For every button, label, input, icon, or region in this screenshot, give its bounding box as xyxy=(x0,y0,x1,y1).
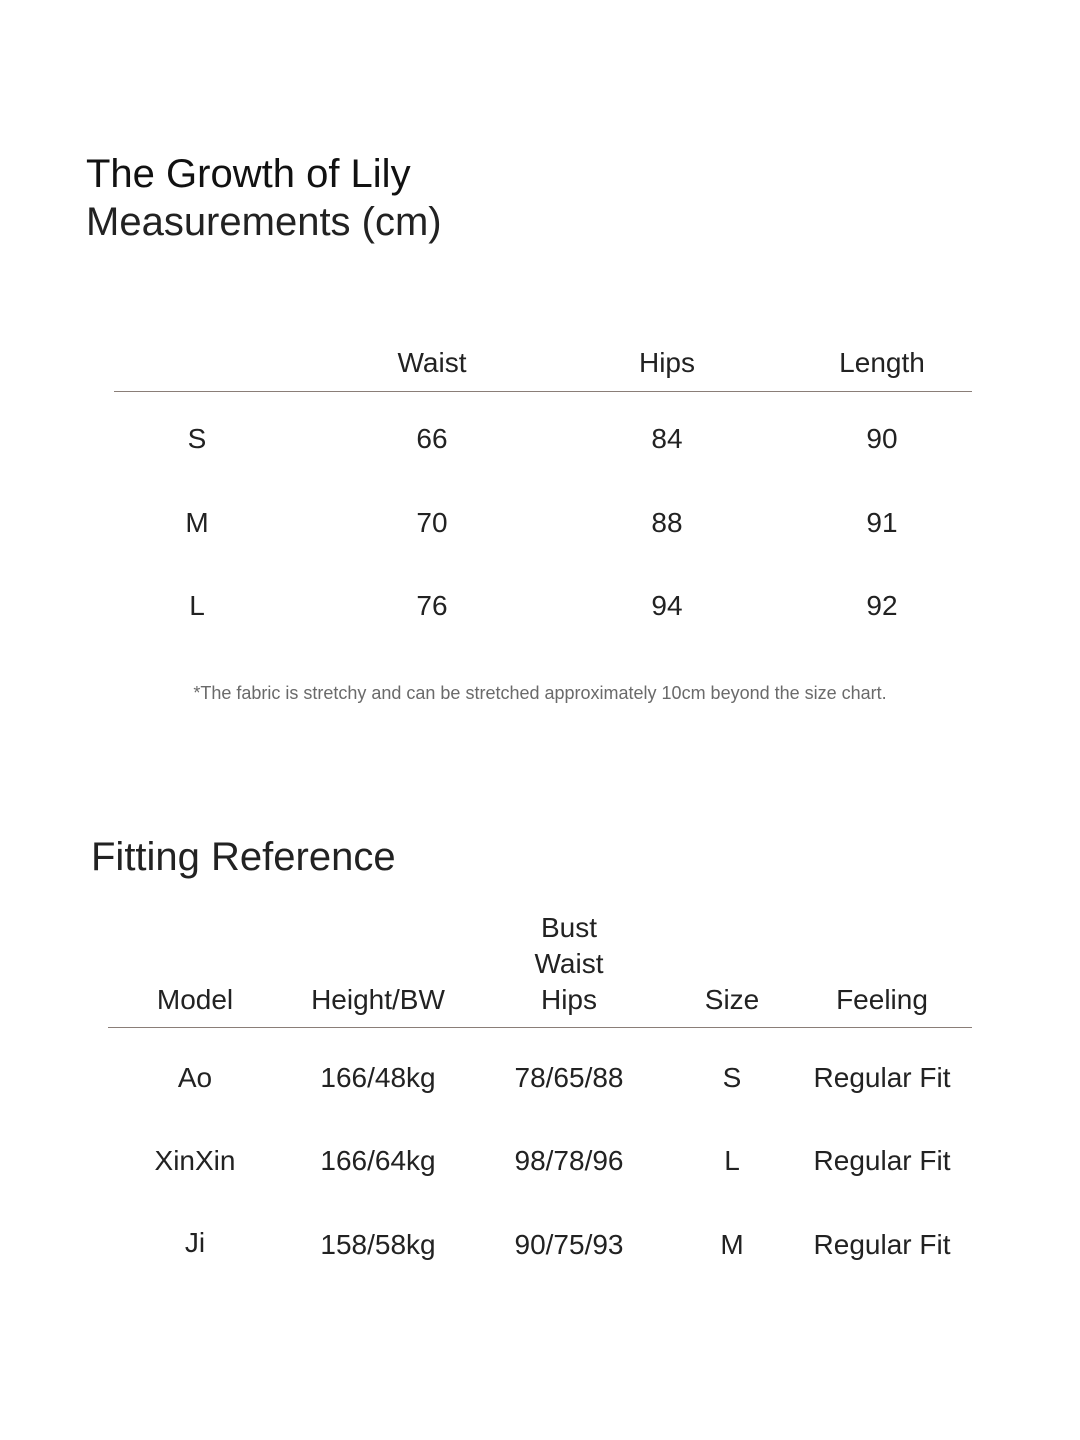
waist-value: 66 xyxy=(416,423,448,454)
fitting-header-model: Model xyxy=(156,984,234,1015)
stretch-note: *The fabric is stretchy and can be stretched approximately 10cm beyond the size chart. xyxy=(193,683,887,703)
model-name: Ji xyxy=(184,1227,206,1258)
waist-value: 70 xyxy=(416,507,448,538)
model-name: Ao xyxy=(177,1062,213,1093)
size-label: L xyxy=(189,590,205,621)
hips-value: 88 xyxy=(651,507,683,538)
fitting-header-size: Size xyxy=(704,984,760,1015)
size-label: S xyxy=(187,423,207,454)
measurements-title: Measurements (cm) xyxy=(86,200,442,244)
measurements-header-rule xyxy=(114,391,972,392)
hips-value: 94 xyxy=(651,590,683,621)
model-size: L xyxy=(724,1145,740,1176)
length-value: 92 xyxy=(866,590,898,621)
fit-feeling: Regular Fit xyxy=(813,1062,951,1093)
fitting-header-feeling: Feeling xyxy=(836,984,928,1015)
fitting-header-bwh xyxy=(535,910,604,1018)
model-size: S xyxy=(722,1062,742,1093)
waist-value: 76 xyxy=(416,590,448,621)
hips-value: 84 xyxy=(651,423,683,454)
measurements-header-waist: Waist xyxy=(397,347,467,378)
height-weight: 166/48kg xyxy=(320,1062,436,1093)
title-block xyxy=(86,150,442,246)
fitting-header-rule xyxy=(108,1027,972,1028)
fitting-header-waist: Waist xyxy=(534,948,604,979)
fitting-header-height: Height/BW xyxy=(311,984,445,1015)
model-size: M xyxy=(720,1229,744,1260)
height-weight: 158/58kg xyxy=(320,1229,436,1260)
fit-feeling: Regular Fit xyxy=(813,1229,951,1260)
model-name: XinXin xyxy=(154,1145,236,1176)
size-label: M xyxy=(185,507,209,538)
length-value: 91 xyxy=(866,507,898,538)
height-weight: 166/64kg xyxy=(320,1145,436,1176)
fitting-title: Fitting Reference xyxy=(91,835,396,879)
measurements-header-hips: Hips xyxy=(638,347,696,378)
fitting-header-hips: Hips xyxy=(540,984,597,1015)
bust-waist-hips: 78/65/88 xyxy=(514,1062,624,1093)
fitting-header-bust: Bust xyxy=(540,912,598,943)
fit-feeling: Regular Fit xyxy=(813,1145,951,1176)
product-title: The Growth of Lily xyxy=(86,152,411,196)
measurements-header-length: Length xyxy=(839,347,925,378)
length-value: 90 xyxy=(866,423,898,454)
bust-waist-hips: 90/75/93 xyxy=(514,1229,624,1260)
bust-waist-hips: 98/78/96 xyxy=(514,1145,624,1176)
